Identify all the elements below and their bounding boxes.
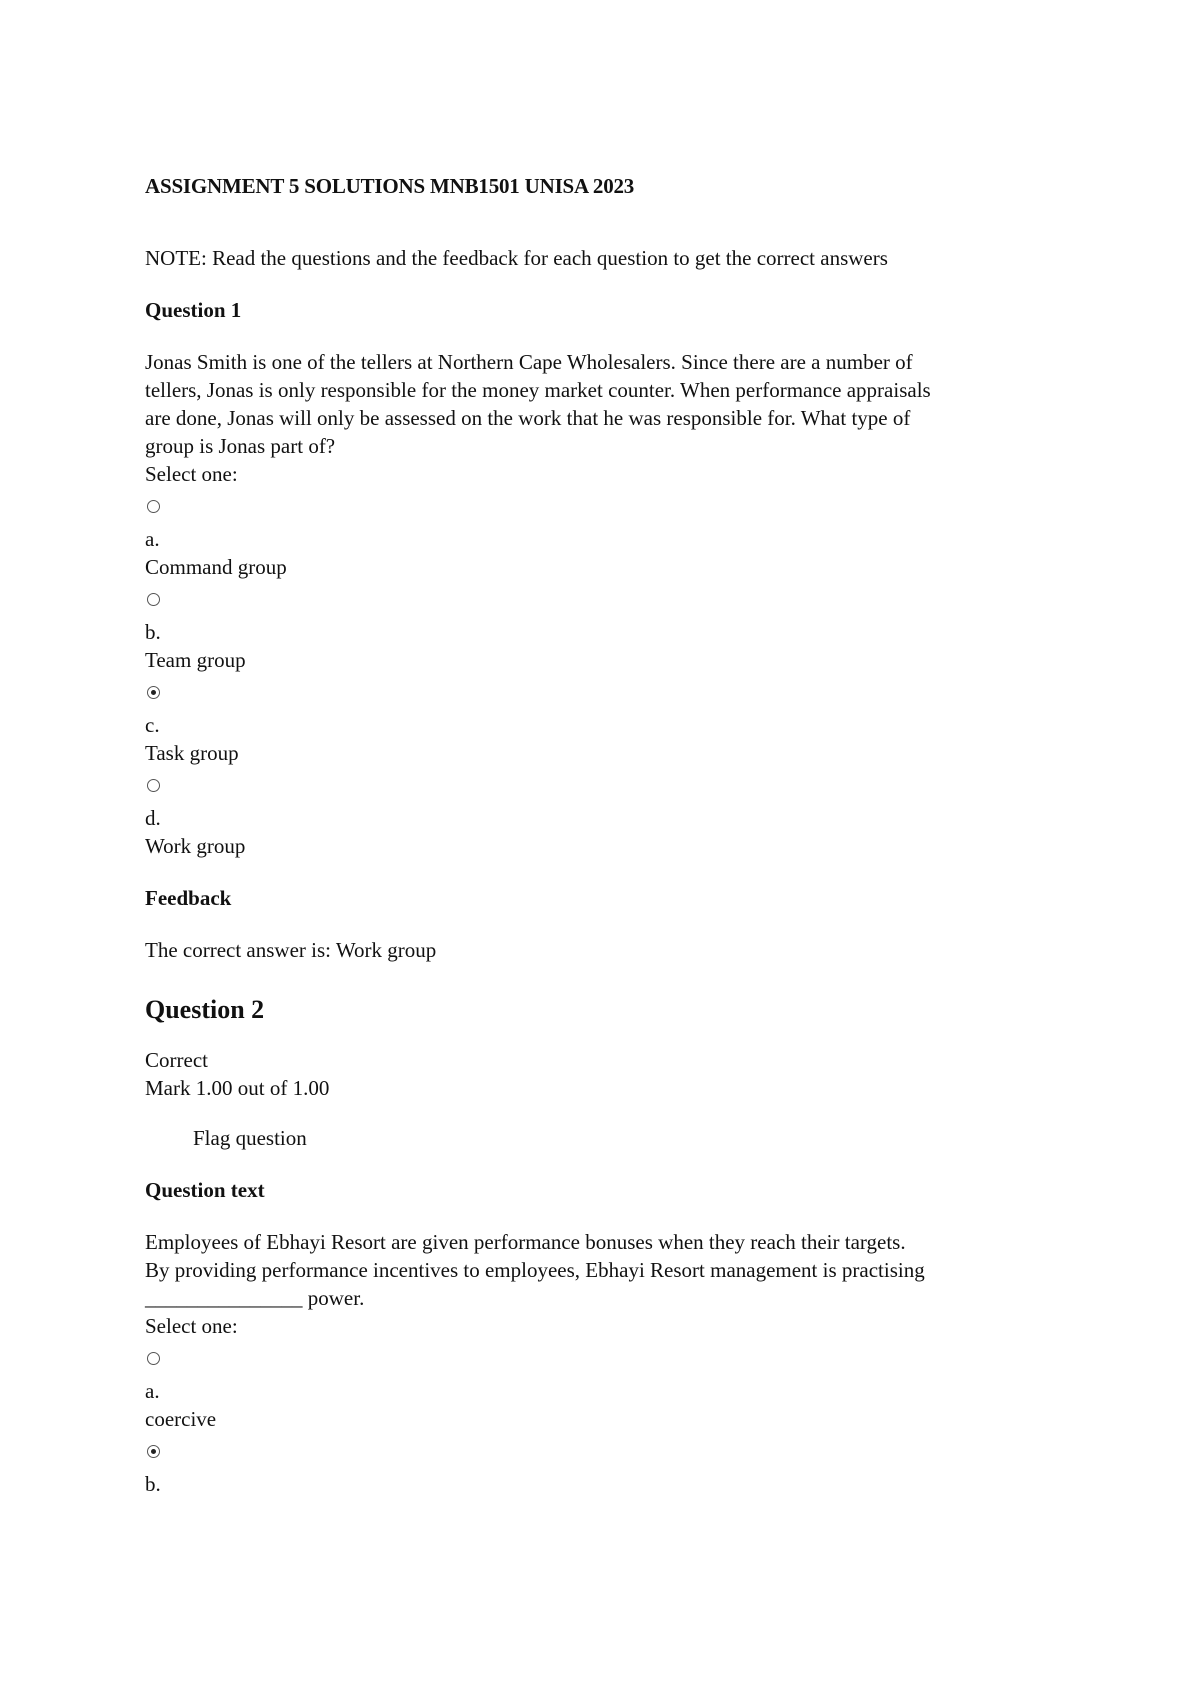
option-letter: b. — [145, 620, 161, 644]
radio-button-selected[interactable] — [147, 1445, 160, 1458]
radio-button-selected[interactable] — [147, 686, 160, 699]
radio-button[interactable] — [147, 500, 160, 513]
question-1-text — [145, 348, 1085, 460]
question-1-option-c — [145, 674, 1085, 767]
question-1-option-b — [145, 581, 1085, 674]
question-2-option-a — [145, 1340, 1085, 1433]
option-text: Work group — [145, 834, 246, 858]
radio-button[interactable] — [147, 1352, 160, 1365]
flag-question-link[interactable]: Flag question — [193, 1126, 307, 1150]
question-2-text-line: Employees of Ebhayi Resort are given performance bonuses when they reach their targets. — [145, 1230, 906, 1254]
question-1-text-line: Jonas Smith is one of the tellers at Northern Cape Wholesalers. Since there are a number of — [145, 350, 913, 374]
question-2-mark: Mark 1.00 out of 1.00 — [145, 1076, 330, 1100]
question-2-heading: Question 2 — [145, 995, 265, 1024]
question-1-option-a — [145, 488, 1085, 581]
option-letter: a. — [145, 527, 160, 551]
option-letter: b. — [145, 1472, 161, 1496]
option-letter: c. — [145, 713, 160, 737]
document-title: ASSIGNMENT 5 SOLUTIONS MNB1501 UNISA 2023 — [145, 174, 635, 198]
option-letter: a. — [145, 1379, 160, 1403]
option-text: Team group — [145, 648, 246, 672]
question-1-text-line: group is Jonas part of? — [145, 434, 336, 458]
question-1-text-line: are done, Jonas will only be assessed on the work that he was responsible for. What type of — [145, 406, 911, 430]
question-1-select-label: Select one: — [145, 462, 238, 486]
option-letter: d. — [145, 806, 161, 830]
document-page — [145, 172, 1085, 1498]
note-text: NOTE: Read the questions and the feedback for each question to get the correct answers — [145, 246, 888, 270]
question-2-option-b — [145, 1433, 1085, 1498]
question-2-select-label: Select one: — [145, 1314, 238, 1338]
radio-button[interactable] — [147, 779, 160, 792]
question-2-text — [145, 1228, 1085, 1312]
question-1-heading: Question 1 — [145, 298, 242, 322]
option-text: coercive — [145, 1407, 217, 1431]
question-2-text-line: By providing performance incentives to employees, Ebhayi Resort management is practising — [145, 1258, 925, 1282]
option-text: Task group — [145, 741, 239, 765]
radio-button[interactable] — [147, 593, 160, 606]
option-text: Command group — [145, 555, 287, 579]
question-1-feedback-heading: Feedback — [145, 886, 232, 910]
question-2-status: Correct — [145, 1048, 208, 1072]
question-2-text-line: _______________ power. — [145, 1286, 365, 1310]
question-1-option-d — [145, 767, 1085, 860]
question-1-feedback-text: The correct answer is: Work group — [145, 938, 437, 962]
question-2-text-heading: Question text — [145, 1178, 265, 1202]
question-1-text-line: tellers, Jonas is only responsible for the money market counter. When performance appraisals — [145, 378, 931, 402]
